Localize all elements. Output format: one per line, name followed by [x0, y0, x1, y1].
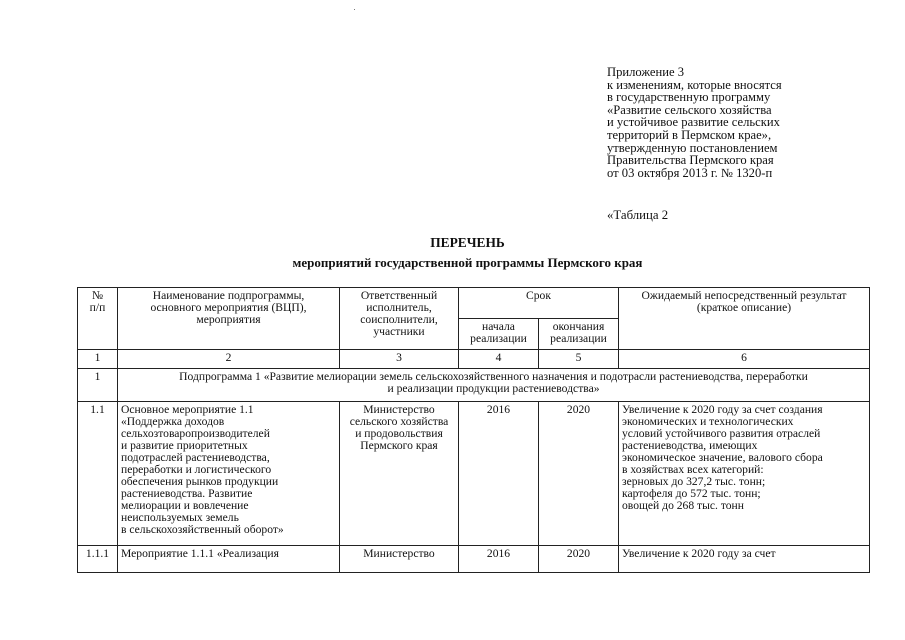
header-executor: Ответственный исполнитель, соисполнители, участники [340, 288, 459, 350]
row-executor: Министерство сельского хозяйства и продовольствия Пермского края [340, 402, 459, 546]
column-number: 4 [459, 350, 539, 369]
row-num: 1.1 [78, 402, 118, 546]
appendix-line: Приложение 3 [607, 65, 685, 79]
header-term-end: окончания реализации [539, 319, 619, 350]
column-numbers-row [78, 350, 870, 369]
row-result: Увеличение к 2020 году за счет создания экономических и технологических условий устойчивого развития отраслей растениеводства, имеющих экономическое значение, валового сбора в хозяйствах всех категорий: зерновых до 327,2 тыс. тонн; картофеля до 572 тыс. тонн; овощей до 268 тыс. тонн [619, 402, 870, 546]
row-start: 2016 [459, 402, 539, 546]
row-num: 1.1.1 [78, 546, 118, 573]
scan-speck [354, 9, 355, 10]
appendix-line: «Развитие сельского хозяйства [607, 102, 772, 117]
appendix-line: от 03 октября 2013 г. № 1320-п [607, 165, 773, 180]
column-number: 6 [619, 350, 870, 369]
row-end: 2020 [539, 546, 619, 573]
row-result: Увеличение к 2020 году за счет [619, 546, 870, 573]
header-term-start: начала реализации [459, 319, 539, 350]
subprogram-title: Подпрограмма 1 «Развитие мелиорации земель сельскохозяйственного назначения и подотрасли растениеводства, переработки и реализации продукции растениеводства» [118, 369, 870, 402]
document-title: ПЕРЕЧЕНЬ [430, 235, 505, 250]
subprogram-num: 1 [78, 369, 118, 402]
row-name: Основное мероприятие 1.1 «Поддержка доходов сельхозтоваропроизводителей и развитие приоритетных подотраслей растениеводства, переработки и логистического обеспечения рынков продукции растениеводства. Развитие мелиорации и вовлечение неиспользуемых земель в сельскохозяйственный оборот» [118, 402, 340, 546]
header-num: № п/п [78, 288, 118, 350]
column-number: 3 [340, 350, 459, 369]
row-start: 2016 [459, 546, 539, 573]
measures-table [77, 287, 870, 573]
appendix-line: к изменениям, которые вносятся [607, 77, 782, 92]
table-reference: «Таблица 2 [607, 208, 669, 222]
column-number: 2 [118, 350, 340, 369]
table-row [78, 402, 870, 546]
header-result: Ожидаемый непосредственный результат (краткое описание) [619, 288, 870, 350]
header-name: Наименование подпрограммы, основного мероприятия (ВЦП), мероприятия [118, 288, 340, 350]
document-subtitle: мероприятий государственной программы Пермского края [292, 255, 643, 270]
appendix-line: территорий в Пермском крае», [607, 127, 772, 142]
appendix-line: и устойчивое развитие сельских [607, 115, 780, 130]
appendix-line: утвержденную постановлением [607, 140, 778, 155]
table-header-row [78, 288, 870, 319]
row-executor: Министерство [340, 546, 459, 573]
subprogram-row [78, 369, 870, 402]
appendix-line: Правительства Пермского края [607, 153, 774, 168]
appendix-note [607, 66, 867, 179]
appendix-line: в государственную программу [607, 90, 771, 105]
column-number: 1 [78, 350, 118, 369]
row-end: 2020 [539, 402, 619, 546]
table-row [78, 546, 870, 573]
row-name: Мероприятие 1.1.1 «Реализация [118, 546, 340, 573]
column-number: 5 [539, 350, 619, 369]
header-term: Срок [459, 288, 619, 319]
